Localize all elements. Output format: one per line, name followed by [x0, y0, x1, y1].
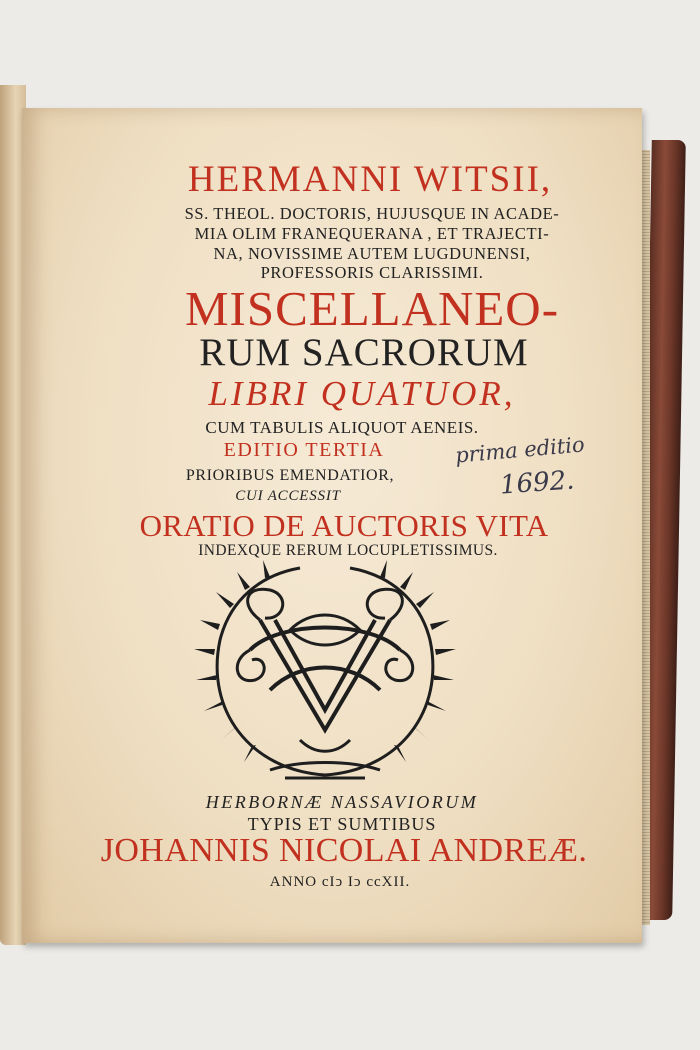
- credentials-line-1: SS. THEOL. DOCTORIS, HUJUSQUE IN ACADE-: [184, 204, 560, 223]
- cui-accessit: CUI ACCESSIT: [235, 488, 341, 504]
- author-name: HERMANNI WITSII,: [187, 159, 553, 200]
- title-line-1: MISCELLANEO-: [184, 281, 560, 336]
- index-note: INDEXQUE RERUM LOCUPLETISSIMUS.: [198, 542, 498, 559]
- emended-note: PRIORIBUS EMENDATIOR,: [185, 467, 395, 484]
- credentials-line-3: NA, NOVISSIME AUTEM LUGDUNENSI,: [213, 244, 531, 263]
- imprint-year: ANNO cIↄ Iↄ ccXII.: [269, 874, 411, 890]
- printer-name: JOHANNIS NICOLAI ANDREÆ.: [100, 832, 588, 869]
- edition-label: EDITIO TERTIA: [223, 439, 385, 461]
- handwritten-note-2: 1692.: [499, 465, 576, 501]
- credentials-line-2: MIA OLIM FRANEQUERANA , ET TRAJECTI-: [194, 224, 550, 243]
- typis-line: TYPIS ET SUMTIBUS: [247, 814, 437, 834]
- title-line-2: RUM SACRORUM: [199, 331, 529, 374]
- credentials-line-4: PROFESSORIS CLARISSIMI.: [260, 263, 484, 282]
- oratio-title: ORATIO DE AUCTORIS VITA: [139, 508, 549, 543]
- place-of-print: HERBORNÆ NASSAVIORUM: [205, 792, 479, 812]
- handwritten-note-1: prima editio: [454, 432, 586, 468]
- plates-note: CUM TABULIS ALIQUOT AENEIS.: [205, 418, 479, 437]
- monogram-wreath-icon: [190, 560, 460, 790]
- title-line-3: LIBRI QUATUOR,: [208, 374, 516, 413]
